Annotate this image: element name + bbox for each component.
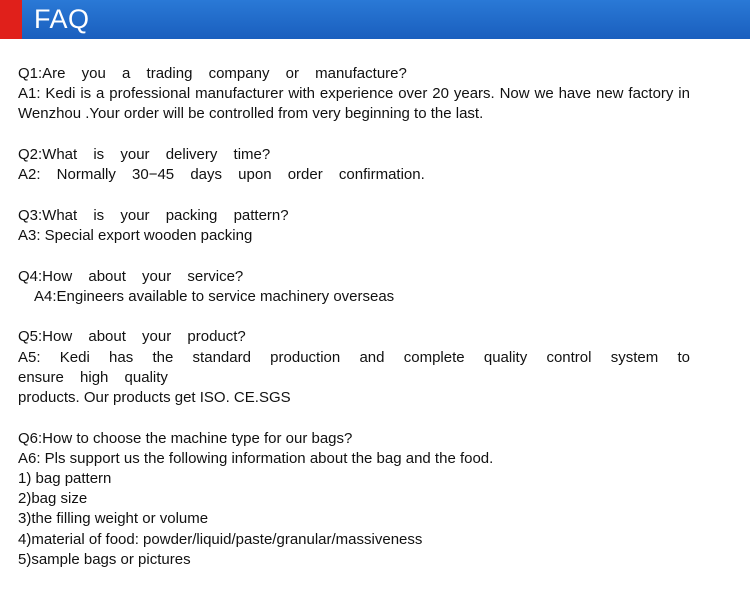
page-title: FAQ [34, 4, 90, 34]
faq-question-6: Q6:How to choose the machine type for our bags? [18, 429, 353, 447]
faq-answer-4: A4:Engineers available to service machinery overseas [34, 287, 395, 305]
faq-item-4 [18, 267, 690, 307]
faq-item-2 [18, 145, 690, 185]
list-item: 5)sample bags or pictures [18, 550, 191, 568]
faq-answer-6-intro: A6: Pls support us the following information about the bag and the food. [18, 449, 494, 467]
list-item: 2)bag size [18, 490, 88, 508]
faq-question-4: Q4:How about your service? [18, 267, 244, 285]
faq-header-bar [0, 0, 750, 39]
faq-answer-3: A3: Special export wooden packing [18, 227, 253, 244]
faq-item-1 [18, 64, 690, 125]
faq-question-1: Q1:Are you a trading company or manufacture? [18, 65, 407, 82]
header-red-accent [0, 0, 22, 39]
faq-answer-2: A2: Normally 30−45 days upon order confirmation. [18, 166, 425, 184]
list-item: 3)the filling weight or volume [18, 510, 209, 528]
faq-item-6 [18, 429, 690, 570]
faq-answer-5-part2: products. Our products get ISO. CE.SGS [18, 389, 291, 406]
faq-list [18, 64, 690, 590]
faq-answer-5-part1: A5: Kedi has the standard production and complete quality control system to ensure high quality [18, 348, 690, 386]
list-item: 1) bag pattern [18, 470, 112, 487]
faq-question-2: Q2:What is your delivery time? [18, 146, 271, 163]
faq-question-5: Q5:How about your product? [18, 328, 246, 346]
list-item: 4)material of food: powder/liquid/paste/granular/massiveness [18, 530, 423, 548]
faq-item-5 [18, 327, 690, 408]
faq-item-3 [18, 206, 690, 246]
faq-answer-1: A1: Kedi is a professional manufacturer with experience over 20 years. Now we have new factory in Wenzhou .Your order will be controlled from very beginning to the last. [18, 85, 690, 123]
faq-question-3: Q3:What is your packing pattern? [18, 206, 289, 224]
